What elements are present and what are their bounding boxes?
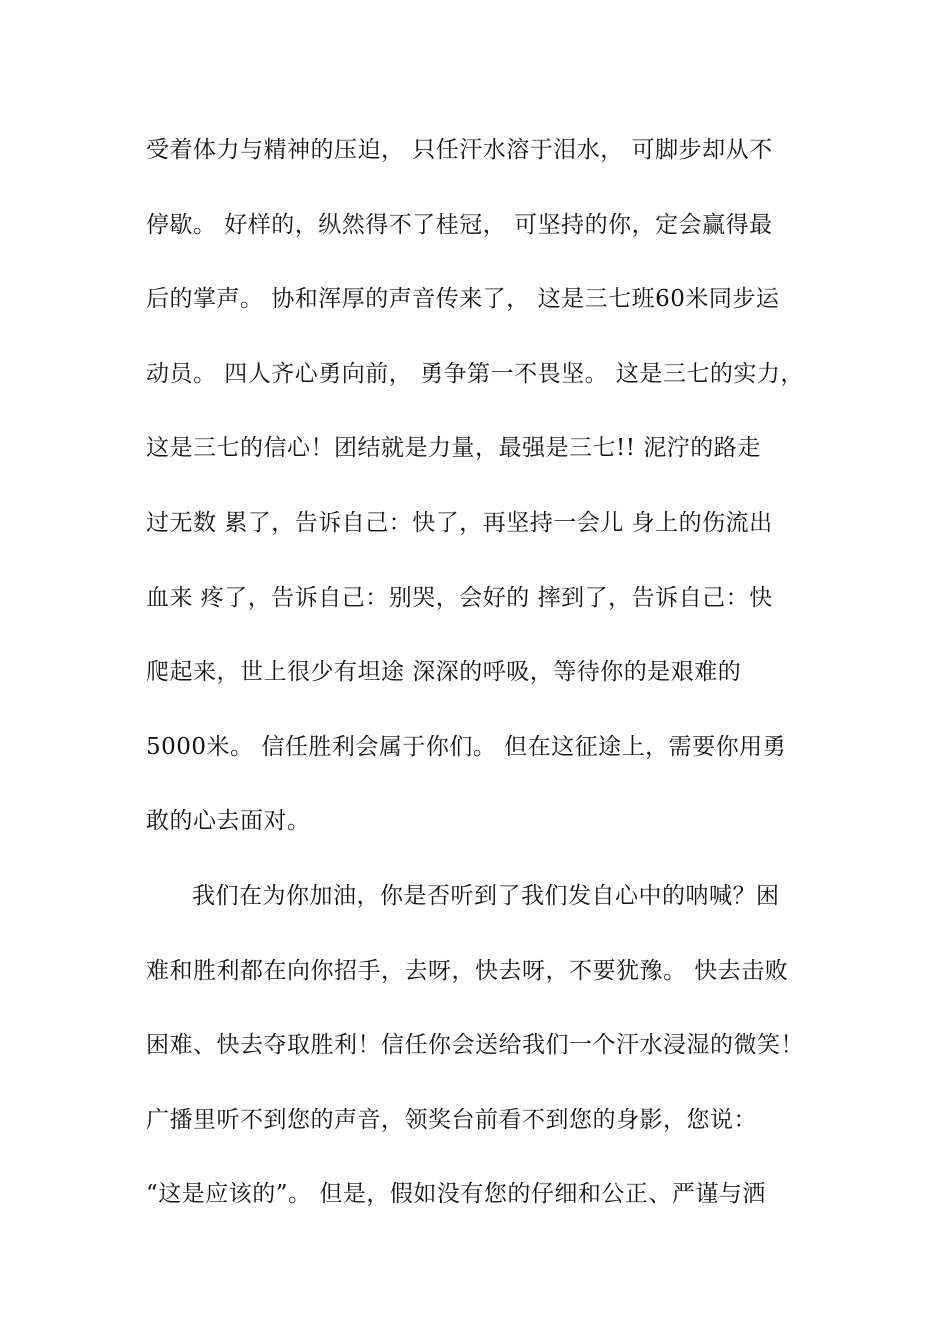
text-line: 血来 疼了，告诉自己：别哭，会好的 摔到了，告诉自己：快 (146, 584, 773, 611)
text-line: 难和胜利都在向你招手，去呀，快去呀，不要犹豫。 快去击败 (146, 957, 789, 984)
text-line: 这是三七的信心！团结就是力量，最强是三七!! 泥泞的路走 (146, 435, 761, 462)
text-line: 爬起来，世上很少有坦途 深深的呼吸，等待你的是艰难的 (146, 659, 742, 686)
text-line: 后的掌声。 协和浑厚的声音传来了， 这是三七班60米同步运 (146, 286, 780, 313)
text-line: “这是应该的”。 但是，假如没有您的仔细和公正、严谨与洒 (146, 1181, 766, 1208)
text-line: 动员。 四人齐心勇向前， 勇争第一不畏坚。 这是三七的实力， (146, 360, 804, 387)
paragraph-start-line: 我们在为你加油，你是否听到了我们发自心中的呐喊？困 (192, 882, 780, 909)
body-text (146, 130, 826, 1249)
text-line: 敢的心去面对。 (146, 808, 311, 835)
text-line: 5000米。 信任胜利会属于你们。 但在这征途上，需要你用勇 (146, 733, 787, 760)
text-line: 停歇。 好样的，纵然得不了桂冠， 可坚持的你，定会赢得最 (146, 211, 773, 238)
text-line: 广播里听不到您的声音，领奖台前看不到您的身影，您说： (146, 1106, 757, 1133)
text-line: 困难、快去夺取胜利！信任你会送给我们一个汗水浸湿的微笑！ (146, 1032, 804, 1059)
text-line: 过无数 累了，告诉自己：快了，再坚持一会儿 身上的伤流出 (146, 509, 773, 536)
text-line: 受着体力与精神的压迫， 只任汗水溶于泪水， 可脚步却从不 (146, 137, 773, 163)
